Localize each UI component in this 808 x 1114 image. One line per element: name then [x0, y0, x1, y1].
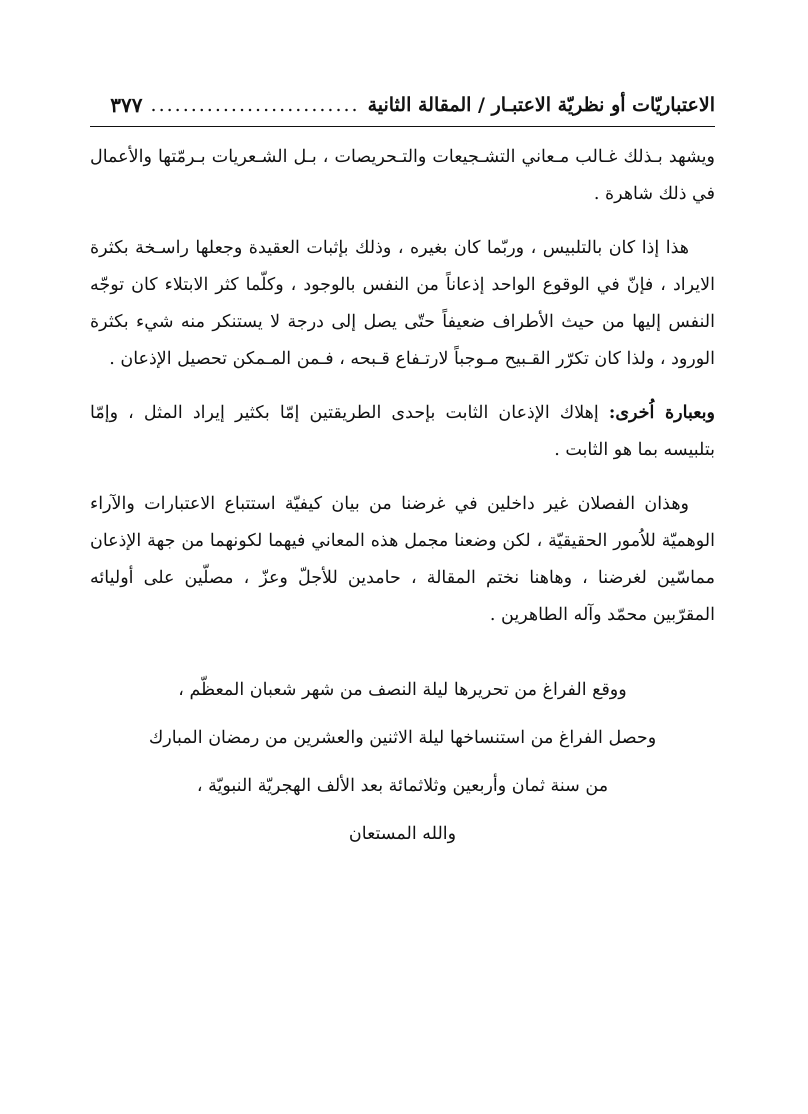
colophon-line-4: والله المستعان	[348, 824, 457, 844]
page-number: ٣٧٧	[110, 93, 143, 117]
paragraph-3	[90, 395, 715, 469]
page-body	[90, 139, 715, 634]
paragraph-3-lead: وبعبارة اُخرى:	[608, 403, 715, 423]
colophon	[90, 666, 715, 858]
paragraph-1: ويشهد بـذلك غـالب مـعاني التشـجيعات والتـحريصات ، بـل الشـعريات بـرمّتها والأعمال في ذلك شاهرة .	[90, 147, 715, 204]
paragraph-3-text: إهلاك الإذعان الثابت بإحدى الطريقتين إمّا بكثير إيراد المثل ، وإمّا بتلبيسه بما هو الثابت .	[90, 403, 715, 460]
running-title: الاعتباريّات أو نظريّة الاعتبـار / المقالة الثانية	[367, 94, 715, 116]
page-header	[90, 88, 715, 127]
colophon-line-3: من سنة ثمان وأربعين وثلاثمائة بعد الألف الهجريّة النبويّة ،	[196, 776, 609, 796]
paragraph-2: هذا إذا كان بالتلبيس ، وربّما كان بغيره ، وذلك بإثبات العقيدة وجعلها راسـخة بكثرة الايراد ، فإنّ في الوقوع الواحد إذعاناً من النفس بالوجود ، وكلّما كثر الابتلاء كان توجّه النفس إليها من حيث الأطراف ضعيفاً حتّى يصل إلى درجة لا يستنكر منه شيء بكثرة الورود ، ولذا كان تكرّر القـبيح مـوجباً لارتـفاع قـبحه ، فـمن المـمكن تحصيل الإذعان .	[90, 238, 715, 369]
paragraph-4: وهذان الفصلان غير داخلين في غرضنا من بيان كيفيّة استتباع الاعتبارات والآراء الوهميّة للاُمور الحقيقيّة ، لكن وضعنا مجمل هذه المعاني فيهما لكونهما من جهة الإذعان مماسّين لغرضنا ، وهاهنا نختم المقالة ، حامدين للأجلّ وعزّ ، مصلّين على أوليائه المقرّبين محمّد وآله الطاهرين .	[90, 494, 715, 625]
colophon-line-2: وحصل الفراغ من استنساخها ليلة الاثنين والعشرين من رمضان المبارك	[148, 728, 657, 748]
leader-dots: ..........................	[150, 94, 360, 116]
book-page	[90, 88, 715, 858]
colophon-line-1: ووقع الفراغ من تحريرها ليلة النصف من شهر شعبان المعظّم ،	[178, 680, 627, 700]
